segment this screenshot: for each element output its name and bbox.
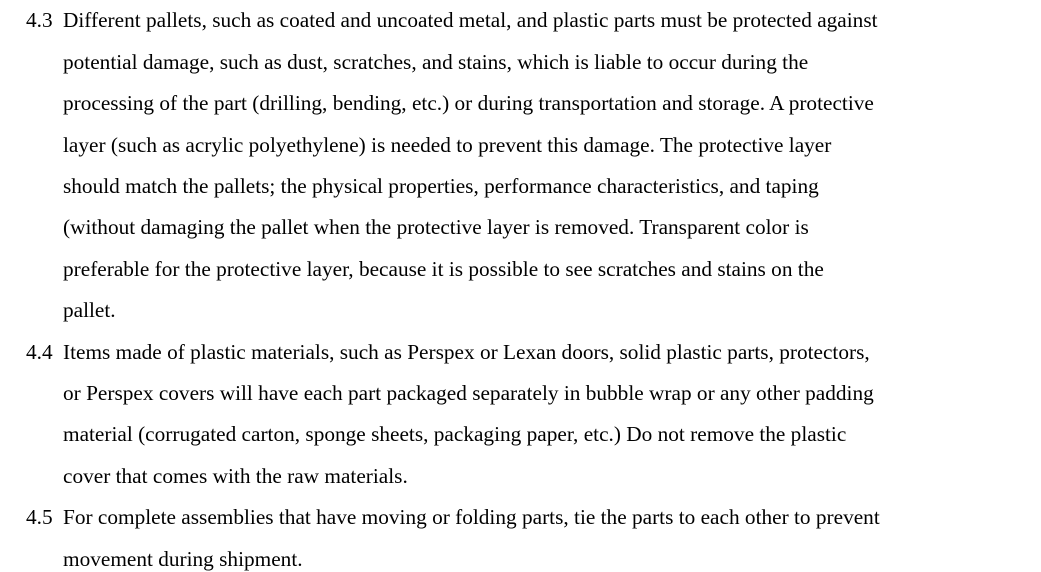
item-number-4-3: 4.3 (26, 8, 53, 32)
item-number-4-5: 4.5 (26, 505, 53, 529)
item-4-3-line-2: potential damage, such as dust, scratches, and stains, which is liable to occur during the (63, 50, 809, 74)
item-4-5-line-2: movement during shipment. (63, 547, 303, 571)
item-4-3-line-4: layer (such as acrylic polyethylene) is needed to prevent this damage. The protective layer (63, 133, 832, 157)
item-4-4-line-4: cover that comes with the raw materials. (63, 464, 408, 488)
item-4-3-line-7: preferable for the protective layer, because it is possible to see scratches and stains on the (63, 257, 824, 281)
item-number-4-4: 4.4 (26, 340, 53, 364)
item-4-4-line-2: or Perspex covers will have each part packaged separately in bubble wrap or any other padding (63, 381, 874, 405)
item-4-5-line-1: For complete assemblies that have moving or folding parts, tie the parts to each other to prevent (63, 505, 880, 529)
item-4-4-line-3: material (corrugated carton, sponge sheets, packaging paper, etc.) Do not remove the plastic (63, 422, 847, 446)
item-4-4-line-1: Items made of plastic materials, such as Perspex or Lexan doors, solid plastic parts, protectors, (63, 340, 870, 364)
item-4-3-line-3: processing of the part (drilling, bending, etc.) or during transportation and storage. A protective (63, 91, 874, 115)
item-4-3-line-6: (without damaging the pallet when the protective layer is removed. Transparent color is (63, 215, 809, 239)
item-4-3-line-5: should match the pallets; the physical properties, performance characteristics, and taping (63, 174, 819, 198)
item-4-3-line-8: pallet. (63, 298, 116, 322)
item-4-3-line-1: Different pallets, such as coated and uncoated metal, and plastic parts must be protected against (63, 8, 878, 32)
